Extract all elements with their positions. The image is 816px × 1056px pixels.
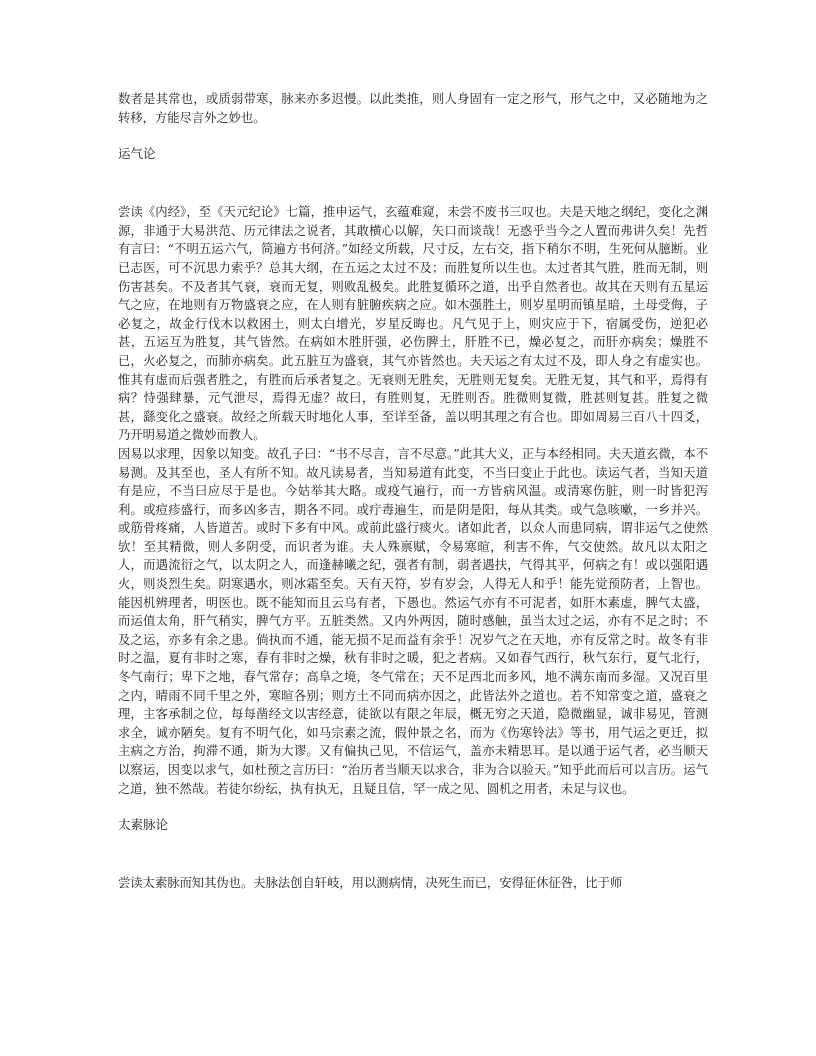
section-yunqi-paragraph-2: 因易以求理，因象以知变。故孔子曰：“书不尽言，言不尽意。”此其大义，正与本经相同。夫天道玄微，本不易测。及其至也，圣人有所不知。故凡读易者，当知易道有此变，不当曰变止于此也。读运气者，当知天道有是应，不当曰应尽于是也。今姑举其大略。或疫气遍行，而一方皆病风温。或清寒伤脏，则一时皆犯泻利。或痘疹盛行，而多凶多吉，期各不同。或疔毒遍生，而是阴是阳，每从其类。或气急咳嗽，一乡并兴。或筋骨疼痛，人皆道苦。或时下多有中风。或前此盛行痰火。诸如此者，以众人而患同病，谓非运气之使然欤！至其精微，则人多阴受，而识者为谁。夫人殊禀赋，令易寒暄，利害不侔，气交使然。故凡以太阳之人，而遇流衍之气，以太阴之人，而逢赫曦之纪，强者有制，弱者遇扶，气得其平，何病之有！或以强阳遇火，则炎烈生矣。阴寒遇水，则冰霜至矣。天有天符，岁有岁会，人得无人和乎！能先觉预防者，上智也。能因机辨理者，明医也。既不能知而且云乌有者，下愚也。然运气亦有不可泥者，如肝木素虚，脾气太盛，而运值太角，肝气稍实，脾气方平。五脏类然。又内外两因，随时感触，虽当太过之运，亦有不足之时；不及之运，亦多有余之患。倘执而不通，能无损不足而益有余乎！况岁气之在天地，亦有反常之时。故冬有非时之温，夏有非时之寒，春有非时之燥，秋有非时之暖，犯之者病。又如春气西行，秋气东行，夏气北行，冬气南行；卑下之地，春气常存；高阜之境，冬气常在；天不足西北而多风，地不满东南而多湿。又况百里之内，晴雨不同千里之外，寒暄各别；则方土不同而病亦因之，此皆法外之道也。若不知常变之道，盛衰之理，主客承制之位，每每凿经文以害经意，徒欲以有限之年辰，概无穷之天道，隐微幽显，诚非易见，管测求全，诚亦陋矣。复有不明气化，如马宗素之流，假仲景之名，而为《伤寒铃法》等书，用气运之更迁，拟主病之方治，拘滞不通，斯为大谬。又有偏执己见，不信运气，盖亦未精思耳。是以通于运气者，必当顺天以察运，因变以求气，如杜预之言历曰：“治历者当顺天以求合，非为合以验天。”知乎此而后可以言历。运气之道，独不然哉。若徒尔纷纭，执有执无，且疑且信，罕一成之见、圆机之用者，未足与议也。: [118, 446, 708, 796]
section-yunqi-paragraph-1: 尝读《内经》，至《天元纪论》七篇，推申运气，玄蕴难窥，未尝不废书三叹也。夫是天地之纲纪，变化之渊源，非通于大易洪范、历元律法之说者，其敢横心以解，矢口而谈哉！无惑乎当今之人置而弗讲久矣！先哲有言曰：“不明五运六气，简遍方书何济。”如经文所载，尺寸反，左右交，指下稍尔不明，生死何从臆断。业已志医，可不沉思力索乎？总其大纲，在五运之太过不及；而胜复所以生也。太过者其气胜，胜而无制，则伤害甚矣。不及者其气衰，衰而无复，则败乱极矣。此胜复循环之道，出乎自然者也。故其在天则有五星运气之应，在地则有万物盛衰之应，在人则有脏腑疾病之应。如木强胜土，则岁星明而镇星暗，土母受侮，子必复之，故金行伐木以救困土，则太白增光，岁星反晦也。凡气见于上，则灾应于下，宿属受伤，逆犯必甚，五运互为胜复，其气皆然。在病如木胜肝强，必伤脾土，肝胜不已，燥必复之，而肝亦病矣；燥胜不已，火必复之，而肺亦病矣。此五脏互为盛衰，其气亦皆然也。夫天运之有太过不及，即人身之有虚实也。惟其有虚而后强者胜之，有胜而后承者复之。无衰则无胜矣，无胜则无复矣。无胜无复，其气和平，焉得有病？恃强肆暴，元气泄尽，焉得无虚？故曰，有胜则复，无胜则否。胜微则复微，胜甚则复甚。胜复之微甚，繇变化之盛衰。故经之所载天时地化人事，至详至备，盖以明其理之有合也。即如周易三百八十四爻，乃开明易道之微妙而教人。: [118, 205, 708, 443]
section-taisu-paragraph-1: 尝读太素脉而知其伪也。夫脉法创自轩岐，用以测病情，决死生而已，安得征休征咎，比于师: [118, 876, 623, 891]
section-heading-taisu: 太素脉论: [118, 817, 169, 833]
document-page: [118, 90, 708, 893]
intro-paragraph: 数者是其常也，或质弱带寒，脉来亦多迟慢。以此类推，则人身固有一定之形气，形气之中，又必随地为之转移，方能尽言外之妙也。: [118, 92, 708, 125]
section-heading-yunqi: 运气论: [118, 146, 156, 162]
